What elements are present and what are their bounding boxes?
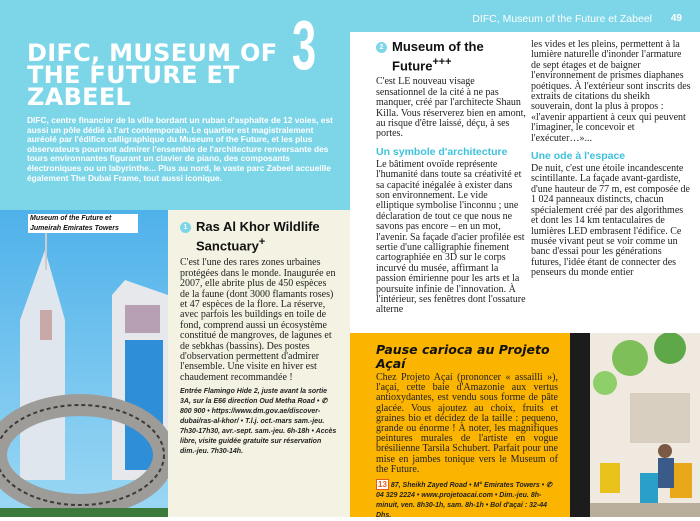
page-title: DIFC, MUSEUM OF THE FUTURE ET ZABEEL bbox=[27, 39, 278, 111]
chapter-number: 3 bbox=[292, 6, 317, 84]
running-title: DIFC, Museum of the Future et Zabeel bbox=[472, 13, 652, 25]
section-title bbox=[180, 220, 338, 253]
chapter-header bbox=[0, 0, 350, 210]
towers-photo bbox=[0, 210, 168, 517]
section-text: Le bâtiment ovoïde représente l'humanité dans toute sa créativité et sa capacité inégalée à exister dans son environnement. Le vide elliptique symbolise l'inconnu ; une déclaration de tout ce que nous ne savons pas encore – en un mot, l'avenir. Sa façade d'acier profilée est sertie d'une calligraphie finement cartographiée en 3D sur le corps incurvé du musée, affirmant la passion émirienne pour les arts et la poursuite infinie de l'innovation. À l'intérieur, ses fenêtres dont l'ossature alterne bbox=[376, 158, 526, 316]
box-info-line bbox=[376, 479, 558, 521]
running-header bbox=[350, 0, 700, 32]
museum-column-1 bbox=[376, 40, 526, 316]
box-title: Pause carioca au Projeto Açaí bbox=[376, 342, 550, 371]
number-badge: 1 bbox=[180, 222, 191, 233]
number-badge: 2 bbox=[376, 42, 387, 53]
practical-info: Entrée Flamingo Hide 2, juste avant la sortie 3A, sur la E66 direction Oud Metha Road • ✆ 800 900 • https://www.dm.gov.ae/discover-dubai/ras-al-khor/ • T.l.j. oct.-mars sam.-jeu. 7h30-17h30, avr.-sept. sam.-jeu. 6h-18h • Accès libre, visite guidée gratuite sur réservation dim.-jeu. 7h30-14h. bbox=[180, 388, 337, 456]
intro-text: DIFC, centre financier de la ville bordant un ruban d'asphalte de 12 voies, est aussi un pôle dédié à l'art contemporain. Le quartier est magistralement auréolé par l'édifice calligraphique du Museum of the Future, et les plus observateurs pourront admirer l'ensemble de l'architecture renversante des tours environnantes figurant un clavier de piano, des composants électroniques ou un labyrinthe... Plus au nord, le vaste parc Zabeel accueille également The Dubai Frame, tout aussi iconique. bbox=[27, 115, 333, 183]
page-number: 49 bbox=[670, 13, 682, 24]
ras-al-khor-section bbox=[168, 210, 350, 517]
title-text: Ras Al Khor Wildlife Sanctuary bbox=[196, 219, 320, 253]
section-title bbox=[376, 40, 526, 73]
subheading: Une ode à l'espace bbox=[531, 150, 626, 163]
museum-column-2 bbox=[531, 40, 691, 279]
box-practical-info: 87, Sheikh Zayed Road • M° Emirates Towers • ✆ 04 329 2224 • www.projetoacai.com • Dim.-jeu. 8h-minuit, ven. 8h30-1h, sam. 8h-1h • Bol d'açaí : 32-44 Dhs. bbox=[376, 482, 552, 520]
box-text: Chez Projeto Açaí (prononcer « assailli »), l'açaí, cette baie d'Amazonie aux vertus antioxydantes, est vendu sous forme de pâte glacée. Vous ajoutez au choix, fruits et graines bio et décidez de la taille : pequeno, grande ou énorme ! À noter, les magnifiques peintures murales de l'artiste en vogue brésilienne Tarsila Schubert. Parfait pour une mise en jambes tonique vers le Museum of the Future. bbox=[376, 372, 558, 475]
towers-illustration bbox=[0, 210, 168, 517]
section-text: De nuit, c'est une étoile incandescente scintillante. La façade avant-gardiste, d'une hauteur de 77 m, est composée de 1 024 panneaux distincts, chacun spécialement créé par des algorithmes et dont les 14 km tentaculaires de lumières LED embrasent l'édifice. Ce musée vivant peut se voir comme un banc d'essai pour les générations futures, l'idée étant de connecter des penseurs du monde entier bbox=[531, 163, 690, 279]
subheading: Un symbole d'architecture bbox=[376, 145, 508, 158]
projeto-acai-box bbox=[350, 333, 570, 520]
rating-stars: +++ bbox=[432, 55, 452, 68]
section-text: C'est LE nouveau visage sensationnel de la cité à ne pas manquer, créé par l'architecte Shaun Killa. Vous réserverez bien en amont, au risque d'être laissé, déçu, à ses portes. bbox=[376, 76, 526, 140]
section-text: les vides et les pleins, permettent à la lumière naturelle d'inonder l'armature de sept étages et de baigner l'environnement de prismes diaphanes poétiques. À l'extérieur sont inscrits des extraits de citations du sheikh souverain, dont la plus à propos : «l'avenir appartient à ceux qui peuvent l'imaginer, le concevoir et l'exécuter…»... bbox=[531, 39, 691, 144]
cafe-photo bbox=[570, 333, 700, 517]
rating-stars: + bbox=[258, 235, 266, 248]
section-text: C'est l'une des rares zones urbaines protégées dans le monde. Inaugurée en 2007, elle abrite plus de 450 espèces de la faune (dont 3000 flamants roses) et 47 espèces de la flore. La réserve, avec parfois les buildings en toile de fond, comprend aussi un écosystème constitué de mangroves, de lagunes et de sebkhas (bassins). Des postes d'observation permettent d'admirer l'ensemble. Une visite en hiver est chaudement recommandée ! bbox=[180, 257, 336, 383]
photo-caption: Museum of the Future et Jumeirah Emirates Towers bbox=[28, 214, 138, 233]
cafe-illustration bbox=[570, 333, 700, 517]
title-text: Museum of the Future bbox=[392, 39, 484, 73]
map-number-tag: 13 bbox=[378, 480, 387, 490]
